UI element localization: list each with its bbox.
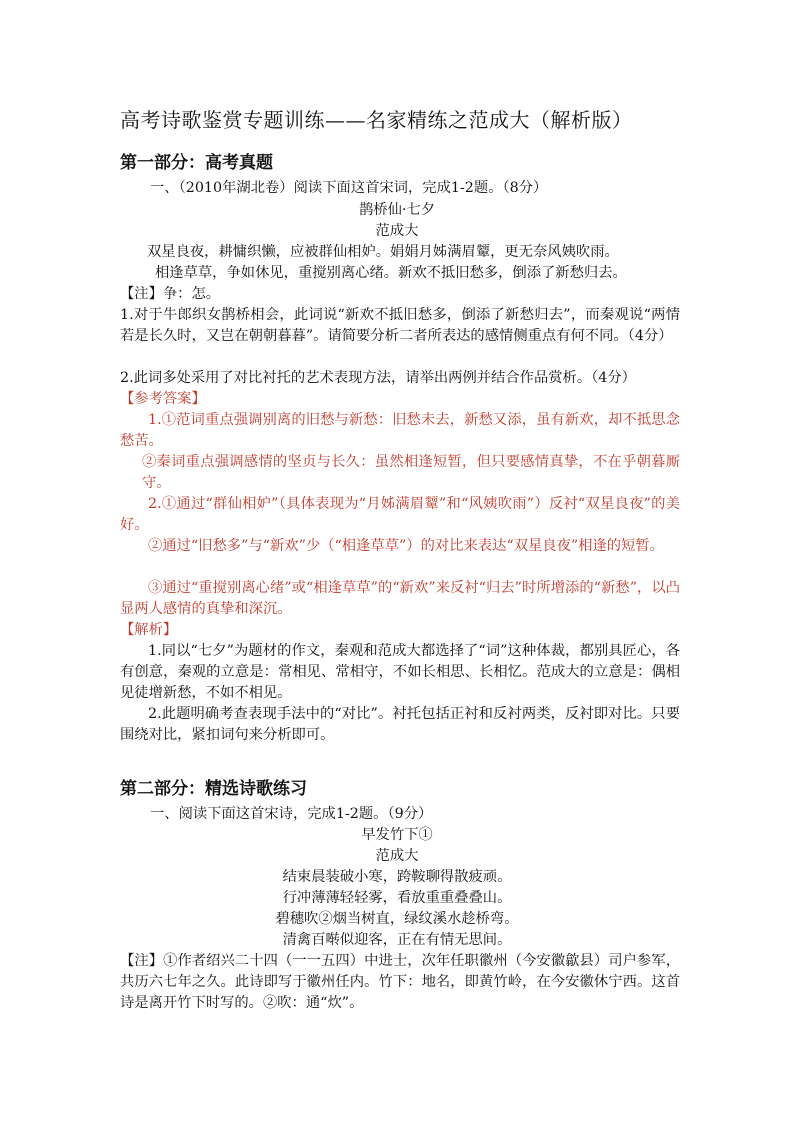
analysis-label: 【解析】: [120, 622, 178, 638]
question-2: 2.此词多处采用了对比衬托的艺术表现方法，请举出两例并结合作品赏析。（4分）: [120, 370, 636, 386]
part1-intro: 一、（2010年湖北卷）阅读下面这首宋词，完成1-2题。（8分）: [150, 180, 548, 196]
part2-intro: 一、阅读下面这首宋诗，完成1-2题。（9分）: [150, 806, 433, 822]
poem2-line-3: 碧穗吹②烟当树直，绿纹溪水趁桥弯。: [275, 911, 519, 927]
answer-1-part-2: ②秦词重点强调感情的坚贞与长久：虽然相逢短暂，但只要感情真挚，不在乎朝暮厮守。: [142, 454, 680, 491]
poem2-line-1: 结束晨装破小寒，跨鞍聊得散疲顽。: [282, 869, 512, 885]
poem1-line-1: 双星良夜，耕慵织懒，应被群仙相妒。娟娟月姊满眉颦，更无奈风姨吹雨。: [147, 244, 619, 260]
poem2-author: 范成大: [375, 848, 419, 864]
poem1-author: 范成大: [375, 223, 419, 239]
document-title: 高考诗歌鉴赏专题训练——名家精练之范成大（解析版）: [120, 108, 633, 132]
answer-1-part-1: 1.①范词重点强调别离的旧愁与新愁：旧愁未去，新愁又添，虽有新欢，却不抵思念愁苦。: [120, 412, 680, 449]
analysis-2: 2.此题明确考查表现手法中的“对比”。衬托包括正衬和反衬两类，反衬即对比。只要围绕对比，紧扣词句来分析即可。: [120, 706, 680, 743]
analysis-1: 1.同以“七夕”为题材的作文，秦观和范成大都选择了“词”这种体裁，都别具匠心，各有创意，秦观的立意是：常相见、常相守，不如长相思、长相忆。范成大的立意是：偶相见徒增新愁，不如不相见。: [120, 643, 680, 701]
poem2-title: 早发竹下①: [361, 827, 433, 843]
poem1-note: 【注】争：怎。: [120, 286, 221, 302]
part2-heading: 第二部分：精选诗歌练习: [120, 779, 307, 799]
poem1-line-2: 相逢草草，争如休见，重搅别离心绪。新欢不抵旧愁多，倒添了新愁归去。: [155, 265, 627, 281]
answer-2-part-2: ②通过“旧愁多”与“新欢”少（“相逢草草”）的对比来表达“双星良夜”相逢的短暂。: [148, 538, 664, 554]
answer-label: 【参考答案】: [120, 391, 206, 407]
question-1: 1.对于牛郎织女鹊桥相会，此词说“新欢不抵旧愁多，倒添了新愁归去”，而秦观说“两情若是长久时，又岂在朝朝暮暮”。请简要分析二者所表达的感情侧重点有何不同。（4分）: [120, 307, 680, 344]
part1-heading: 第一部分：高考真题: [120, 153, 273, 173]
poem1-title: 鹊桥仙·七夕: [358, 202, 436, 218]
answer-2-part-3: ③通过“重搅别离心绪”或“相逢草草”的“新欢”来反衬“归去”时所增添的“新愁”，以凸显两人感情的真挚和深沉。: [120, 580, 680, 617]
poem2-line-4: 清禽百啭似迎客，正在有情无思间。: [282, 932, 512, 948]
poem2-note: 【注】①作者绍兴二十四（一一五四）中进士，次年任职徽州（今安徽歙县）司户参军，共历六七年之久。此诗即写于徽州任内。竹下：地名，即黄竹岭，在今安徽休宁西。这首诗是离开竹下时写的。②吹：通“炊”。: [120, 953, 680, 1011]
answer-2-part-1: 2.①通过“群仙相妒”（具体表现为“月姊满眉颦”和“风姨吹雨”）反衬“双星良夜”的美好。: [120, 496, 680, 533]
poem2-line-2: 行冲薄薄轻轻雾，看放重重叠叠山。: [282, 890, 512, 906]
